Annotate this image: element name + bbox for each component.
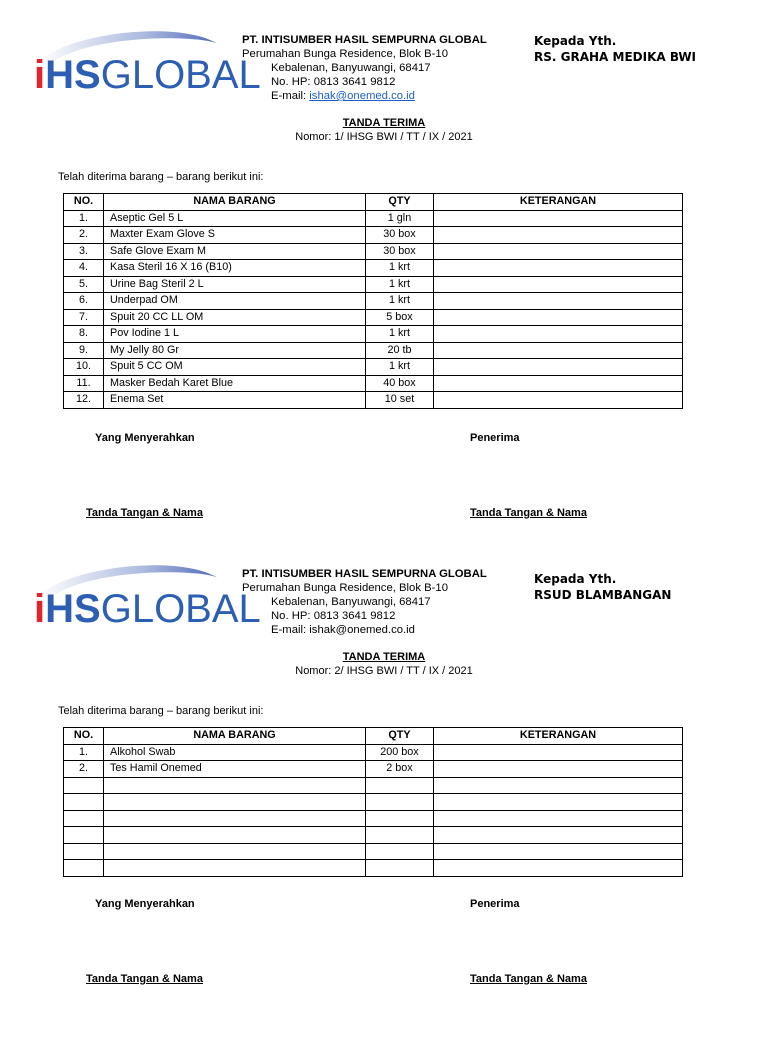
cell-qty: 30 box xyxy=(366,243,434,260)
cell-name: Maxter Exam Glove S xyxy=(104,227,366,244)
cell-note xyxy=(434,210,683,227)
table-row xyxy=(64,744,683,761)
table-row xyxy=(64,326,683,343)
document-number: Nomor: 1/ IHSG BWI / TT / IX / 2021 xyxy=(295,131,473,143)
table-row xyxy=(64,243,683,260)
cell-note xyxy=(434,827,683,844)
table-row xyxy=(64,227,683,244)
company-email: E-mail: ishak@onemed.co.id xyxy=(271,90,415,102)
cell-no xyxy=(64,860,104,877)
cell-note xyxy=(434,843,683,860)
cell-no: 11. xyxy=(64,375,104,392)
ihs-global-logo xyxy=(30,22,261,98)
cell-note xyxy=(434,761,683,778)
table-row xyxy=(64,860,683,877)
cell-name: Masker Bedah Karet Blue xyxy=(104,375,366,392)
cell-name: Spuit 5 CC OM xyxy=(104,359,366,376)
cell-name: Pov Iodine 1 L xyxy=(104,326,366,343)
cell-note xyxy=(434,794,683,811)
table-row xyxy=(64,210,683,227)
col-header-qty: QTY xyxy=(366,194,434,211)
cell-qty xyxy=(366,827,434,844)
cell-qty xyxy=(366,777,434,794)
table-row xyxy=(64,777,683,794)
cell-note xyxy=(434,744,683,761)
cell-qty: 1 krt xyxy=(366,359,434,376)
table-header-row xyxy=(64,194,683,211)
giver-signature-line: Tanda Tangan & Nama xyxy=(86,973,203,985)
cell-name: Aseptic Gel 5 L xyxy=(104,210,366,227)
company-phone: No. HP: 0813 3641 9812 xyxy=(271,610,396,622)
col-header-no: NO. xyxy=(64,194,104,211)
items-table xyxy=(63,727,683,877)
cell-qty: 10 set xyxy=(366,392,434,409)
company-email: E-mail: ishak@onemed.co.id xyxy=(271,624,415,636)
cell-no: 3. xyxy=(64,243,104,260)
cell-name: Kasa Steril 16 X 16 (B10) xyxy=(104,260,366,277)
table-row xyxy=(64,392,683,409)
cell-note xyxy=(434,342,683,359)
recipient-block xyxy=(534,34,696,65)
col-header-no: NO. xyxy=(64,728,104,745)
giver-label: Yang Menyerahkan xyxy=(95,898,195,910)
table-row xyxy=(64,794,683,811)
cell-note xyxy=(434,260,683,277)
ihs-global-logo xyxy=(30,556,261,632)
company-block xyxy=(242,567,487,637)
cell-no xyxy=(64,827,104,844)
table-row xyxy=(64,761,683,778)
cell-qty: 20 tb xyxy=(366,342,434,359)
items-table xyxy=(63,193,683,409)
cell-no: 1. xyxy=(64,210,104,227)
intro-text: Telah diterima barang – barang berikut ini: xyxy=(58,171,264,183)
company-address-1: Perumahan Bunga Residence, Blok B-10 xyxy=(242,48,448,60)
receiver-label: Penerima xyxy=(470,432,520,444)
cell-name: Enema Set xyxy=(104,392,366,409)
col-header-note: KETERANGAN xyxy=(434,194,683,211)
cell-qty xyxy=(366,860,434,877)
cell-name: My Jelly 80 Gr xyxy=(104,342,366,359)
cell-no: 7. xyxy=(64,309,104,326)
cell-no xyxy=(64,777,104,794)
table-row xyxy=(64,260,683,277)
cell-name xyxy=(104,810,366,827)
cell-name: Spuit 20 CC LL OM xyxy=(104,309,366,326)
recipient-name: RS. GRAHA MEDIKA BWI xyxy=(534,49,697,64)
cell-qty xyxy=(366,794,434,811)
giver-signature-line: Tanda Tangan & Nama xyxy=(86,507,203,519)
recipient-to-label: Kepada Yth. xyxy=(534,34,617,48)
cell-no: 2. xyxy=(64,227,104,244)
cell-no: 1. xyxy=(64,744,104,761)
cell-qty: 1 gln xyxy=(366,210,434,227)
cell-note xyxy=(434,309,683,326)
document-title: TANDA TERIMA xyxy=(342,117,426,129)
table-header-row xyxy=(64,728,683,745)
cell-name: Alkohol Swab xyxy=(104,744,366,761)
cell-name xyxy=(104,777,366,794)
cell-no xyxy=(64,810,104,827)
cell-no: 2. xyxy=(64,761,104,778)
cell-note xyxy=(434,359,683,376)
cell-note xyxy=(434,243,683,260)
cell-qty: 40 box xyxy=(366,375,434,392)
cell-qty: 2 box xyxy=(366,761,434,778)
table-row xyxy=(64,827,683,844)
table-row xyxy=(64,359,683,376)
recipient-name: RSUD BLAMBANGAN xyxy=(534,587,672,602)
col-header-name: NAMA BARANG xyxy=(104,194,366,211)
cell-note xyxy=(434,860,683,877)
cell-note xyxy=(434,392,683,409)
receiver-label: Penerima xyxy=(470,898,520,910)
table-row xyxy=(64,276,683,293)
cell-note xyxy=(434,375,683,392)
giver-label: Yang Menyerahkan xyxy=(95,432,195,444)
intro-text: Telah diterima barang – barang berikut ini: xyxy=(58,705,264,717)
receiver-signature-line: Tanda Tangan & Nama xyxy=(470,507,587,519)
cell-qty: 1 krt xyxy=(366,276,434,293)
receipt-section-1 xyxy=(0,0,768,520)
cell-no: 12. xyxy=(64,392,104,409)
receiver-signature-line: Tanda Tangan & Nama xyxy=(470,973,587,985)
cell-no xyxy=(64,843,104,860)
receipt-section-2 xyxy=(0,534,768,1054)
table-row xyxy=(64,309,683,326)
cell-note xyxy=(434,276,683,293)
cell-no: 8. xyxy=(64,326,104,343)
document-title: TANDA TERIMA xyxy=(342,651,426,663)
cell-no: 4. xyxy=(64,260,104,277)
cell-no: 10. xyxy=(64,359,104,376)
cell-qty: 30 box xyxy=(366,227,434,244)
email-link[interactable]: ishak@onemed.co.id xyxy=(309,624,415,636)
cell-name: Tes Hamil Onemed xyxy=(104,761,366,778)
cell-name xyxy=(104,843,366,860)
col-header-name: NAMA BARANG xyxy=(104,728,366,745)
email-link[interactable]: ishak@onemed.co.id xyxy=(309,90,415,102)
cell-note xyxy=(434,326,683,343)
table-row xyxy=(64,293,683,310)
cell-qty: 1 krt xyxy=(366,260,434,277)
cell-qty: 5 box xyxy=(366,309,434,326)
cell-name xyxy=(104,794,366,811)
cell-note xyxy=(434,227,683,244)
cell-no: 9. xyxy=(64,342,104,359)
cell-note xyxy=(434,777,683,794)
table-row xyxy=(64,342,683,359)
company-name: PT. INTISUMBER HASIL SEMPURNA GLOBAL xyxy=(242,568,487,580)
company-phone: No. HP: 0813 3641 9812 xyxy=(271,76,396,88)
company-address-2: Kebalenan, Banyuwangi, 68417 xyxy=(271,596,431,608)
recipient-to-label: Kepada Yth. xyxy=(534,572,617,586)
cell-name: Urine Bag Steril 2 L xyxy=(104,276,366,293)
recipient-block xyxy=(534,572,671,603)
company-address-1: Perumahan Bunga Residence, Blok B-10 xyxy=(242,582,448,594)
table-row xyxy=(64,375,683,392)
company-name: PT. INTISUMBER HASIL SEMPURNA GLOBAL xyxy=(242,34,487,46)
document-number: Nomor: 2/ IHSG BWI / TT / IX / 2021 xyxy=(295,665,473,677)
col-header-note: KETERANGAN xyxy=(434,728,683,745)
cell-no xyxy=(64,794,104,811)
cell-no: 6. xyxy=(64,293,104,310)
cell-qty: 200 box xyxy=(366,744,434,761)
table-row xyxy=(64,810,683,827)
cell-note xyxy=(434,293,683,310)
cell-qty: 1 krt xyxy=(366,293,434,310)
company-address-2: Kebalenan, Banyuwangi, 68417 xyxy=(271,62,431,74)
table-row xyxy=(64,843,683,860)
svg-text:iHSGLOBAL: iHSGLOBAL xyxy=(34,587,261,631)
cell-name xyxy=(104,827,366,844)
company-block xyxy=(242,33,487,103)
cell-qty: 1 krt xyxy=(366,326,434,343)
cell-qty xyxy=(366,843,434,860)
cell-name: Underpad OM xyxy=(104,293,366,310)
cell-qty xyxy=(366,810,434,827)
svg-text:iHSGLOBAL: iHSGLOBAL xyxy=(34,53,261,97)
cell-note xyxy=(434,810,683,827)
cell-name xyxy=(104,860,366,877)
col-header-qty: QTY xyxy=(366,728,434,745)
cell-name: Safe Glove Exam M xyxy=(104,243,366,260)
cell-no: 5. xyxy=(64,276,104,293)
